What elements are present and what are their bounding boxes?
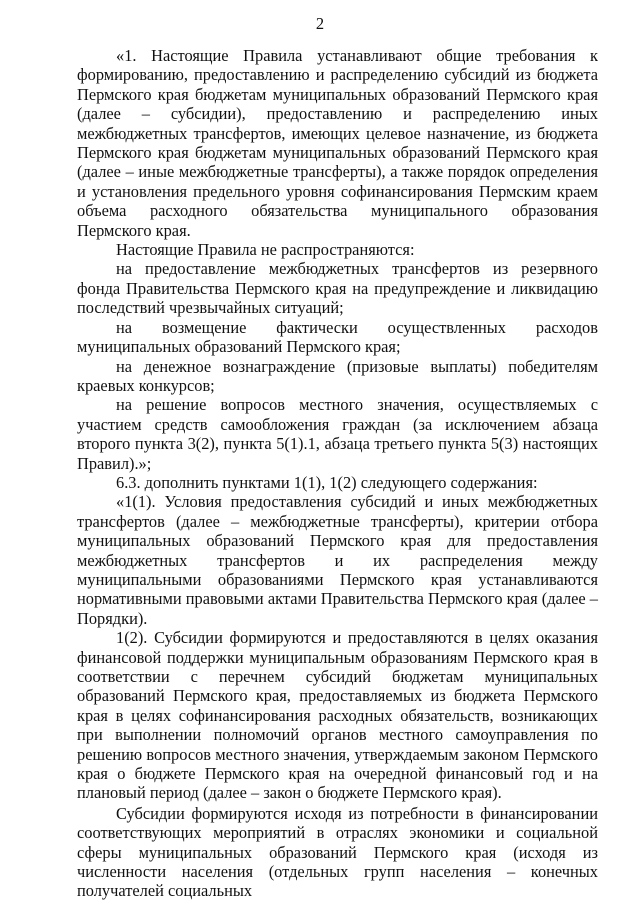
paragraph-exclusions-intro: Настоящие Правила не распространяются: <box>116 240 415 260</box>
paragraph-subsidies-formation: Субсидии формируются исходя из потребности в финансировании соответствующих мероприятий в отраслях экономики и социальной сферы муниципальных образований Пермского края (исходя из численности населения (отдельных групп населения – конечных получателей социальных <box>77 803 598 901</box>
paragraph-exclusion-self-taxation: на решение вопросов местного значения, осуществляемых с участием средств самообложения граждан (за исключением абзаца второго пункта 3(2), пункта 5(1).1, абзаца третьего пункта 5(3) настоящих Правил).»; <box>77 395 598 473</box>
paragraph-amendment-6-3: 6.3. дополнить пунктами 1(1), 1(2) следующего содержания: <box>116 472 538 492</box>
page-number: 2 <box>315 14 325 33</box>
paragraph-exclusion-prizes: на денежное вознаграждение (призовые выплаты) победителям краевых конкурсов; <box>77 356 598 395</box>
paragraph-exclusion-reserve-fund: на предоставление межбюджетных трансфертов из резервного фонда Правительства Пермского края на предупреждение и ликвидацию последствий чрезвычайных ситуаций; <box>77 259 598 318</box>
document-body <box>77 46 598 901</box>
paragraph-rules-scope: «1. Настоящие Правила устанавливают общие требования к формированию, предоставлению и распределению субсидий из бюджета Пермского края бюджетам муниципальных образований Пермского края (далее – субсидии), предоставлению и распределению иных межбюджетных трансфертов, имеющих целевое назначение, из бюджета Пермского края бюджетам муниципальных образований Пермского края (далее – иные межбюджетные трансферты), а также порядок определения и установления предельного уровня софинансирования Пермским краем объема расходного обязательства муниципального образования Пермского края. <box>77 46 598 240</box>
paragraph-clause-1-2: 1(2). Субсидии формируются и предоставляются в целях оказания финансовой поддержки муниципальным образованиям Пермского края в соответствии с перечнем субсидий бюджетам муниципальных образований Пермского края, предоставляемых из бюджета Пермского края в целях софинансирования расходных обязательств, возникающих при выполнении полномочий органов местного самоуправления по решению вопросов местного значения, утверждаемым законом Пермского края о бюджете Пермского края на очередной финансовый год и на плановый период (далее – закон о бюджете Пермского края). <box>77 628 598 803</box>
paragraph-clause-1-1: «1(1). Условия предоставления субсидий и иных межбюджетных трансфертов (далее – межбюджетные трансферты), критерии отбора муниципальных образований Пермского края для предоставления межбюджетных трансфертов и их распределения между муниципальными образованиями Пермского края устанавливаются нормативными правовыми актами Правительства Пермского края (далее – Порядки). <box>77 492 598 628</box>
paragraph-exclusion-reimbursement: на возмещение фактически осуществленных расходов муниципальных образований Пермского края; <box>77 317 598 357</box>
